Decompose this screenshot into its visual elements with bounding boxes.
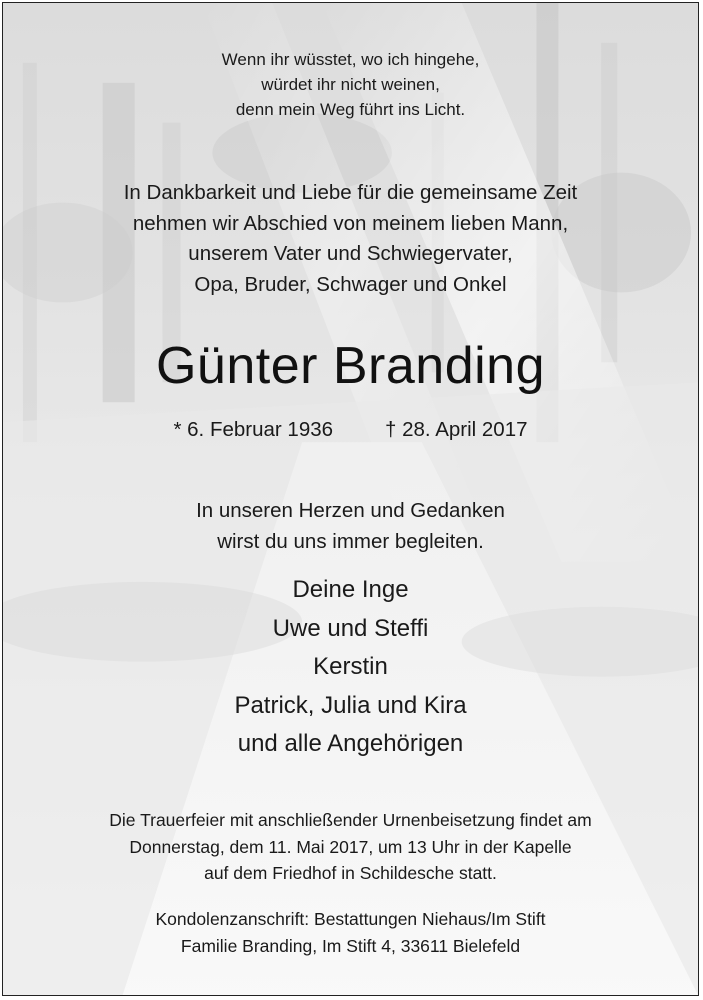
poem-verse [3,47,698,122]
funeral-line: Die Trauerfeier mit anschließender Urnenbeisetzung findet am [109,810,592,830]
memorial-line: In unseren Herzen und Gedanken [196,499,505,522]
mourners-list [3,571,698,764]
life-dates [3,415,698,445]
memorial-line: wirst du uns immer begleiten. [217,529,484,553]
funeral-details [3,807,698,887]
obituary-notice [2,2,699,996]
mourner-entry: Patrick, Julia und Kira [234,691,467,719]
mourner-entry: Deine Inge [292,576,409,603]
birth-date: * 6. Februar 1936 [173,418,334,441]
address-line: Kondolenzanschrift: Bestattungen Niehaus/Im Stift [155,909,546,929]
poem-line: Wenn ihr wüsstet, wo ich hingehe, [221,50,480,69]
mourner-entry: und alle Angehörigen [237,730,464,757]
farewell-line: nehmen wir Abschied von meinem lieben Mann, [132,211,569,235]
funeral-line: Donnerstag, dem 11. Mai 2017, um 13 Uhr in der Kapelle [129,836,572,857]
funeral-line: auf dem Friedhof in Schildesche statt. [204,863,497,883]
address-line: Familie Branding, Im Stift 4, 33611 Bielefeld [180,935,521,956]
poem-line: würdet ihr nicht weinen, [261,75,440,94]
farewell-statement [3,178,698,300]
farewell-line: In Dankbarkeit und Liebe für die gemeinsame Zeit [123,181,578,204]
mourner-entry: Kerstin [313,653,388,680]
poem-line: denn mein Weg führt ins Licht. [235,100,466,119]
condolence-address [3,906,698,959]
death-date: † 28. April 2017 [385,418,528,441]
deceased-name: Günter Branding [155,337,546,395]
farewell-line: Opa, Bruder, Schwager und Onkel [194,272,507,296]
farewell-line: unserem Vater und Schwiegervater, [188,242,513,265]
memorial-phrase [3,496,698,557]
mourner-entry: Uwe und Steffi [272,614,429,642]
